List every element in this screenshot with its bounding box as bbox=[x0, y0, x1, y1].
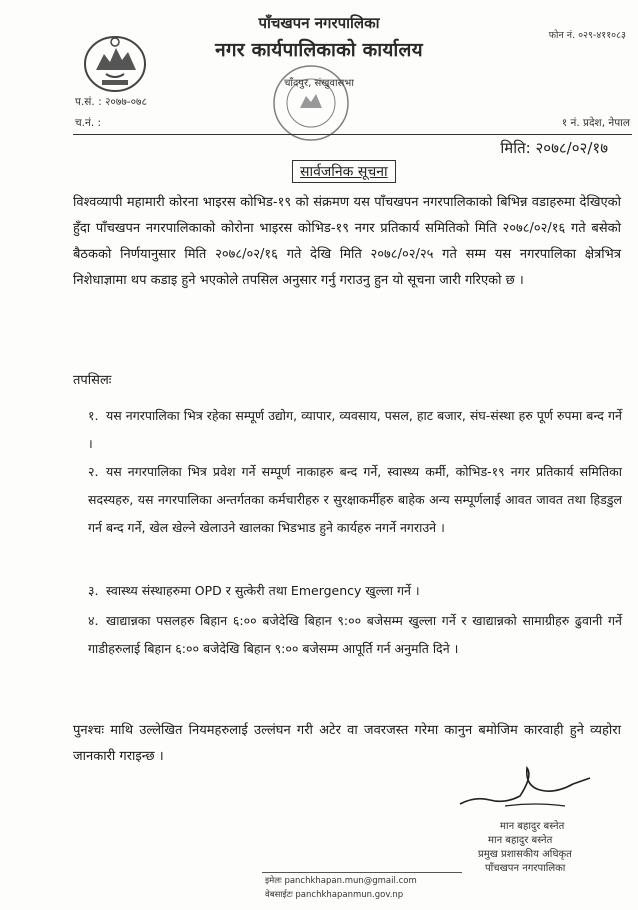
signatory-organization: पाँचखपन नगरपालिका bbox=[485, 863, 566, 874]
header-divider bbox=[73, 134, 632, 135]
notice-heading: सार्वजनिक सूचना bbox=[292, 160, 396, 183]
list-item bbox=[88, 577, 622, 605]
list-item bbox=[88, 402, 622, 458]
footer-divider bbox=[262, 872, 462, 873]
notice-paragraph: विश्वव्यापी महामारी कोरना भाइरस कोभिड-१९ को संक्रमण यस पाँचखपन नगरपालिकाको बिभिन्न वडाहरुमा देखिएको हुँदा पाँचखपन नगरपालिकाको कोरोना भाइरस कोभिड-१९ नगर प्रतिकार्य समितिको मिति २०७८/०२/१६ गते बसेको बैठकको निर्णयानुसार मिति २०७८/०२/१६ गते देखि मिति २०७८/०२/२५ गते सम्म यस नगरपालिका क्षेत्रभित्र निशेधाज्ञामा थप कडाइ हुने भएकोले तपसिल अनुसार गर्नु गराउनु हुन यो सूचना जारी गरिएको छ । bbox=[73, 195, 621, 288]
office-name: नगर कार्यपालिकाको कार्यालय bbox=[215, 39, 423, 61]
notice-date: मिति: २०७८/०२/१७ bbox=[500, 139, 608, 157]
list-item-number: ३. bbox=[88, 583, 99, 598]
patra-sankhya: प.सं. : २०७७-०७८ bbox=[75, 96, 147, 108]
list-item-text: स्वास्थ्य संस्थाहरुमा OPD र सुत्केरी तथा Emergency खुल्ला गर्ने । bbox=[106, 583, 420, 598]
municipality-name: पाँचखपन नगरपालिका bbox=[258, 14, 380, 32]
list-item-number: ४. bbox=[88, 613, 99, 628]
list-item-text: यस नगरपालिका भित्र प्रवेश गर्ने सम्पूर्ण नाकाहरु बन्द गर्ने, स्वास्थ्य कर्मी, कोभिड-१९ नगर प्रतिकार्य समितिका सदस्यहरु, यस नगरपालिका अन्तर्गतका कर्मचारीहरु र सुरक्षाकर्मीहरु बाहेक अन्य सम्पूर्णलाई आवत जावत तथा हिडडुल गर्न बन्द गर्ने, खेल खेल्ने खेलाउने खालका भिडभाड हुने कार्यहरु नगर्ने नगराउने । bbox=[88, 464, 622, 535]
phone-number: फोन नं. ०२९-४११०८३ bbox=[548, 30, 626, 41]
list-item-number: १. bbox=[88, 408, 99, 423]
footer-email: इमेलः panchkhapan.mun@gmail.com bbox=[265, 876, 417, 886]
handwritten-signature-icon bbox=[455, 766, 595, 816]
list-item-number: २. bbox=[88, 464, 99, 479]
list-item-text: यस नगरपालिका भित्र रहेका सम्पूर्ण उद्योग, व्यापार, व्यवसाय, पसल, हाट बजार, संघ-संस्था हरु पूर्ण रुपमा बन्द गर्ने । bbox=[88, 408, 622, 451]
list-item bbox=[88, 458, 622, 542]
footer-website: वेबसाईटः panchkhapanmun.gov.np bbox=[265, 890, 404, 900]
postscript: पुनश्चः माथि उल्लेखित नियमहरुलाई उल्लंघन गरी अटेर वा जवरजस्त गरेमा कानुन बमोजिम कारवाही हुने व्यहोरा जानकारी गराइन्छ । bbox=[73, 723, 621, 764]
signatory-stamp-name: मान बहादुर बस्नेत bbox=[488, 835, 553, 846]
chalani-number: च.नं. : bbox=[75, 117, 102, 129]
province-label: १ नं. प्रदेश, नेपाल bbox=[561, 117, 630, 129]
list-item-text: खाद्यान्नका पसलहरु बिहान ६:०० बजेदेखि बिहान ९:०० बजेसम्म खुल्ला गर्ने र खाद्यान्नको सामाग्रीहरु ढुवानी गर्ने गाडीहरुलाई बिहान ६:०० बजेदेखि बिहान ९:०० बजेसम्म आपूर्ति गर्न अनुमति दिने । bbox=[88, 613, 622, 656]
signatory-title: प्रमुख प्रशासकीय अधिकृत bbox=[478, 849, 572, 860]
office-location: चाँदपुर, संखुवासभा bbox=[284, 78, 354, 89]
tapasil-label: तपसिलः bbox=[73, 373, 112, 388]
list-item bbox=[88, 607, 622, 663]
signatory-name: मान बहादुर बस्नेत bbox=[500, 821, 565, 832]
